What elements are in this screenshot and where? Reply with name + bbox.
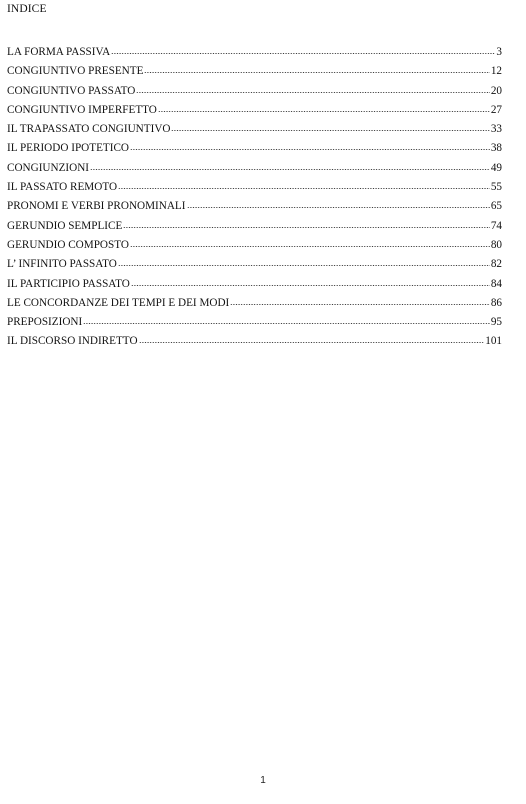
toc-entry[interactable]	[7, 315, 502, 334]
toc-entry[interactable]	[7, 219, 502, 238]
toc-entry-page[interactable]: 12	[490, 65, 502, 78]
toc-entry-page[interactable]: 84	[490, 277, 502, 290]
toc-entry[interactable]	[7, 180, 502, 199]
toc-dot-leader	[123, 227, 490, 228]
toc-entry-title[interactable]: IL TRAPASSATO CONGIUNTIVO	[7, 123, 171, 136]
toc-entry-page[interactable]: 49	[490, 161, 502, 174]
toc-entry-page[interactable]: 20	[490, 84, 502, 97]
toc-dot-leader	[230, 304, 490, 305]
toc-entry-title[interactable]: LE CONCORDANZE DEI TEMPI E DEI MODI	[7, 296, 230, 309]
toc-dot-leader	[83, 323, 490, 324]
toc-entry-page[interactable]: 101	[485, 335, 502, 348]
toc-dot-leader	[130, 246, 490, 247]
page-number: 1	[260, 775, 266, 786]
toc-entry-page[interactable]: 80	[490, 238, 502, 251]
index-heading: INDICE	[7, 3, 47, 15]
toc-entry-page[interactable]: 86	[490, 296, 502, 309]
toc-entry-title[interactable]: GERUNDIO SEMPLICE	[7, 219, 123, 232]
toc-dot-leader	[90, 169, 490, 170]
toc-dot-leader	[187, 207, 490, 208]
table-of-contents	[7, 45, 502, 354]
toc-entry-page[interactable]: 55	[490, 181, 502, 194]
toc-entry-page[interactable]: 74	[490, 219, 502, 232]
toc-entry-title[interactable]: IL PASSATO REMOTO	[7, 181, 118, 194]
toc-dot-leader	[139, 342, 485, 343]
toc-dot-leader	[136, 92, 489, 93]
toc-dot-leader	[118, 188, 490, 189]
toc-entry-title[interactable]: LA FORMA PASSIVA	[7, 46, 111, 58]
toc-dot-leader	[130, 149, 490, 150]
toc-entry[interactable]	[7, 334, 502, 353]
toc-entry[interactable]	[7, 45, 502, 64]
toc-entry-page[interactable]: 82	[490, 258, 502, 271]
toc-entry-page[interactable]: 33	[490, 123, 502, 136]
toc-entry-title[interactable]: IL PERIODO IPOTETICO	[7, 142, 130, 155]
toc-entry[interactable]	[7, 103, 502, 122]
toc-dot-leader	[118, 265, 490, 266]
toc-entry-page[interactable]: 38	[490, 142, 502, 155]
toc-entry-page[interactable]: 95	[490, 316, 502, 329]
toc-entry-title[interactable]: GERUNDIO COMPOSTO	[7, 238, 129, 251]
toc-entry[interactable]	[7, 277, 502, 296]
toc-entry-title[interactable]: CONGIUNTIVO PASSATO	[7, 84, 136, 97]
toc-entry[interactable]	[7, 199, 502, 218]
toc-entry[interactable]	[7, 64, 502, 83]
toc-entry-title[interactable]: IL DISCORSO INDIRETTO	[7, 335, 138, 348]
toc-entry-page[interactable]: 65	[490, 200, 502, 213]
toc-dot-leader	[171, 130, 489, 131]
toc-entry-page[interactable]: 3	[496, 46, 502, 58]
toc-dot-leader	[158, 111, 490, 112]
toc-entry[interactable]	[7, 161, 502, 180]
toc-entry[interactable]	[7, 84, 502, 103]
toc-dot-leader	[131, 285, 490, 286]
toc-entry-title[interactable]: CONGIUNTIVO IMPERFETTO	[7, 103, 157, 116]
toc-entry[interactable]	[7, 296, 502, 315]
toc-dot-leader	[111, 53, 495, 54]
toc-entry[interactable]	[7, 122, 502, 141]
toc-entry-title[interactable]: L’ INFINITO PASSATO	[7, 258, 117, 271]
toc-entry-title[interactable]: IL PARTICIPIO PASSATO	[7, 277, 130, 290]
toc-entry[interactable]	[7, 141, 502, 160]
toc-entry-title[interactable]: PRONOMI E VERBI PRONOMINALI	[7, 200, 186, 213]
toc-dot-leader	[144, 72, 489, 73]
toc-entry-page[interactable]: 27	[490, 103, 502, 116]
toc-entry[interactable]	[7, 257, 502, 276]
toc-entry-title[interactable]: PREPOSIZIONI	[7, 316, 83, 329]
toc-entry[interactable]	[7, 238, 502, 257]
toc-entry-title[interactable]: CONGIUNTIVO PRESENTE	[7, 65, 144, 78]
toc-entry-title[interactable]: CONGIUNZIONI	[7, 161, 90, 174]
